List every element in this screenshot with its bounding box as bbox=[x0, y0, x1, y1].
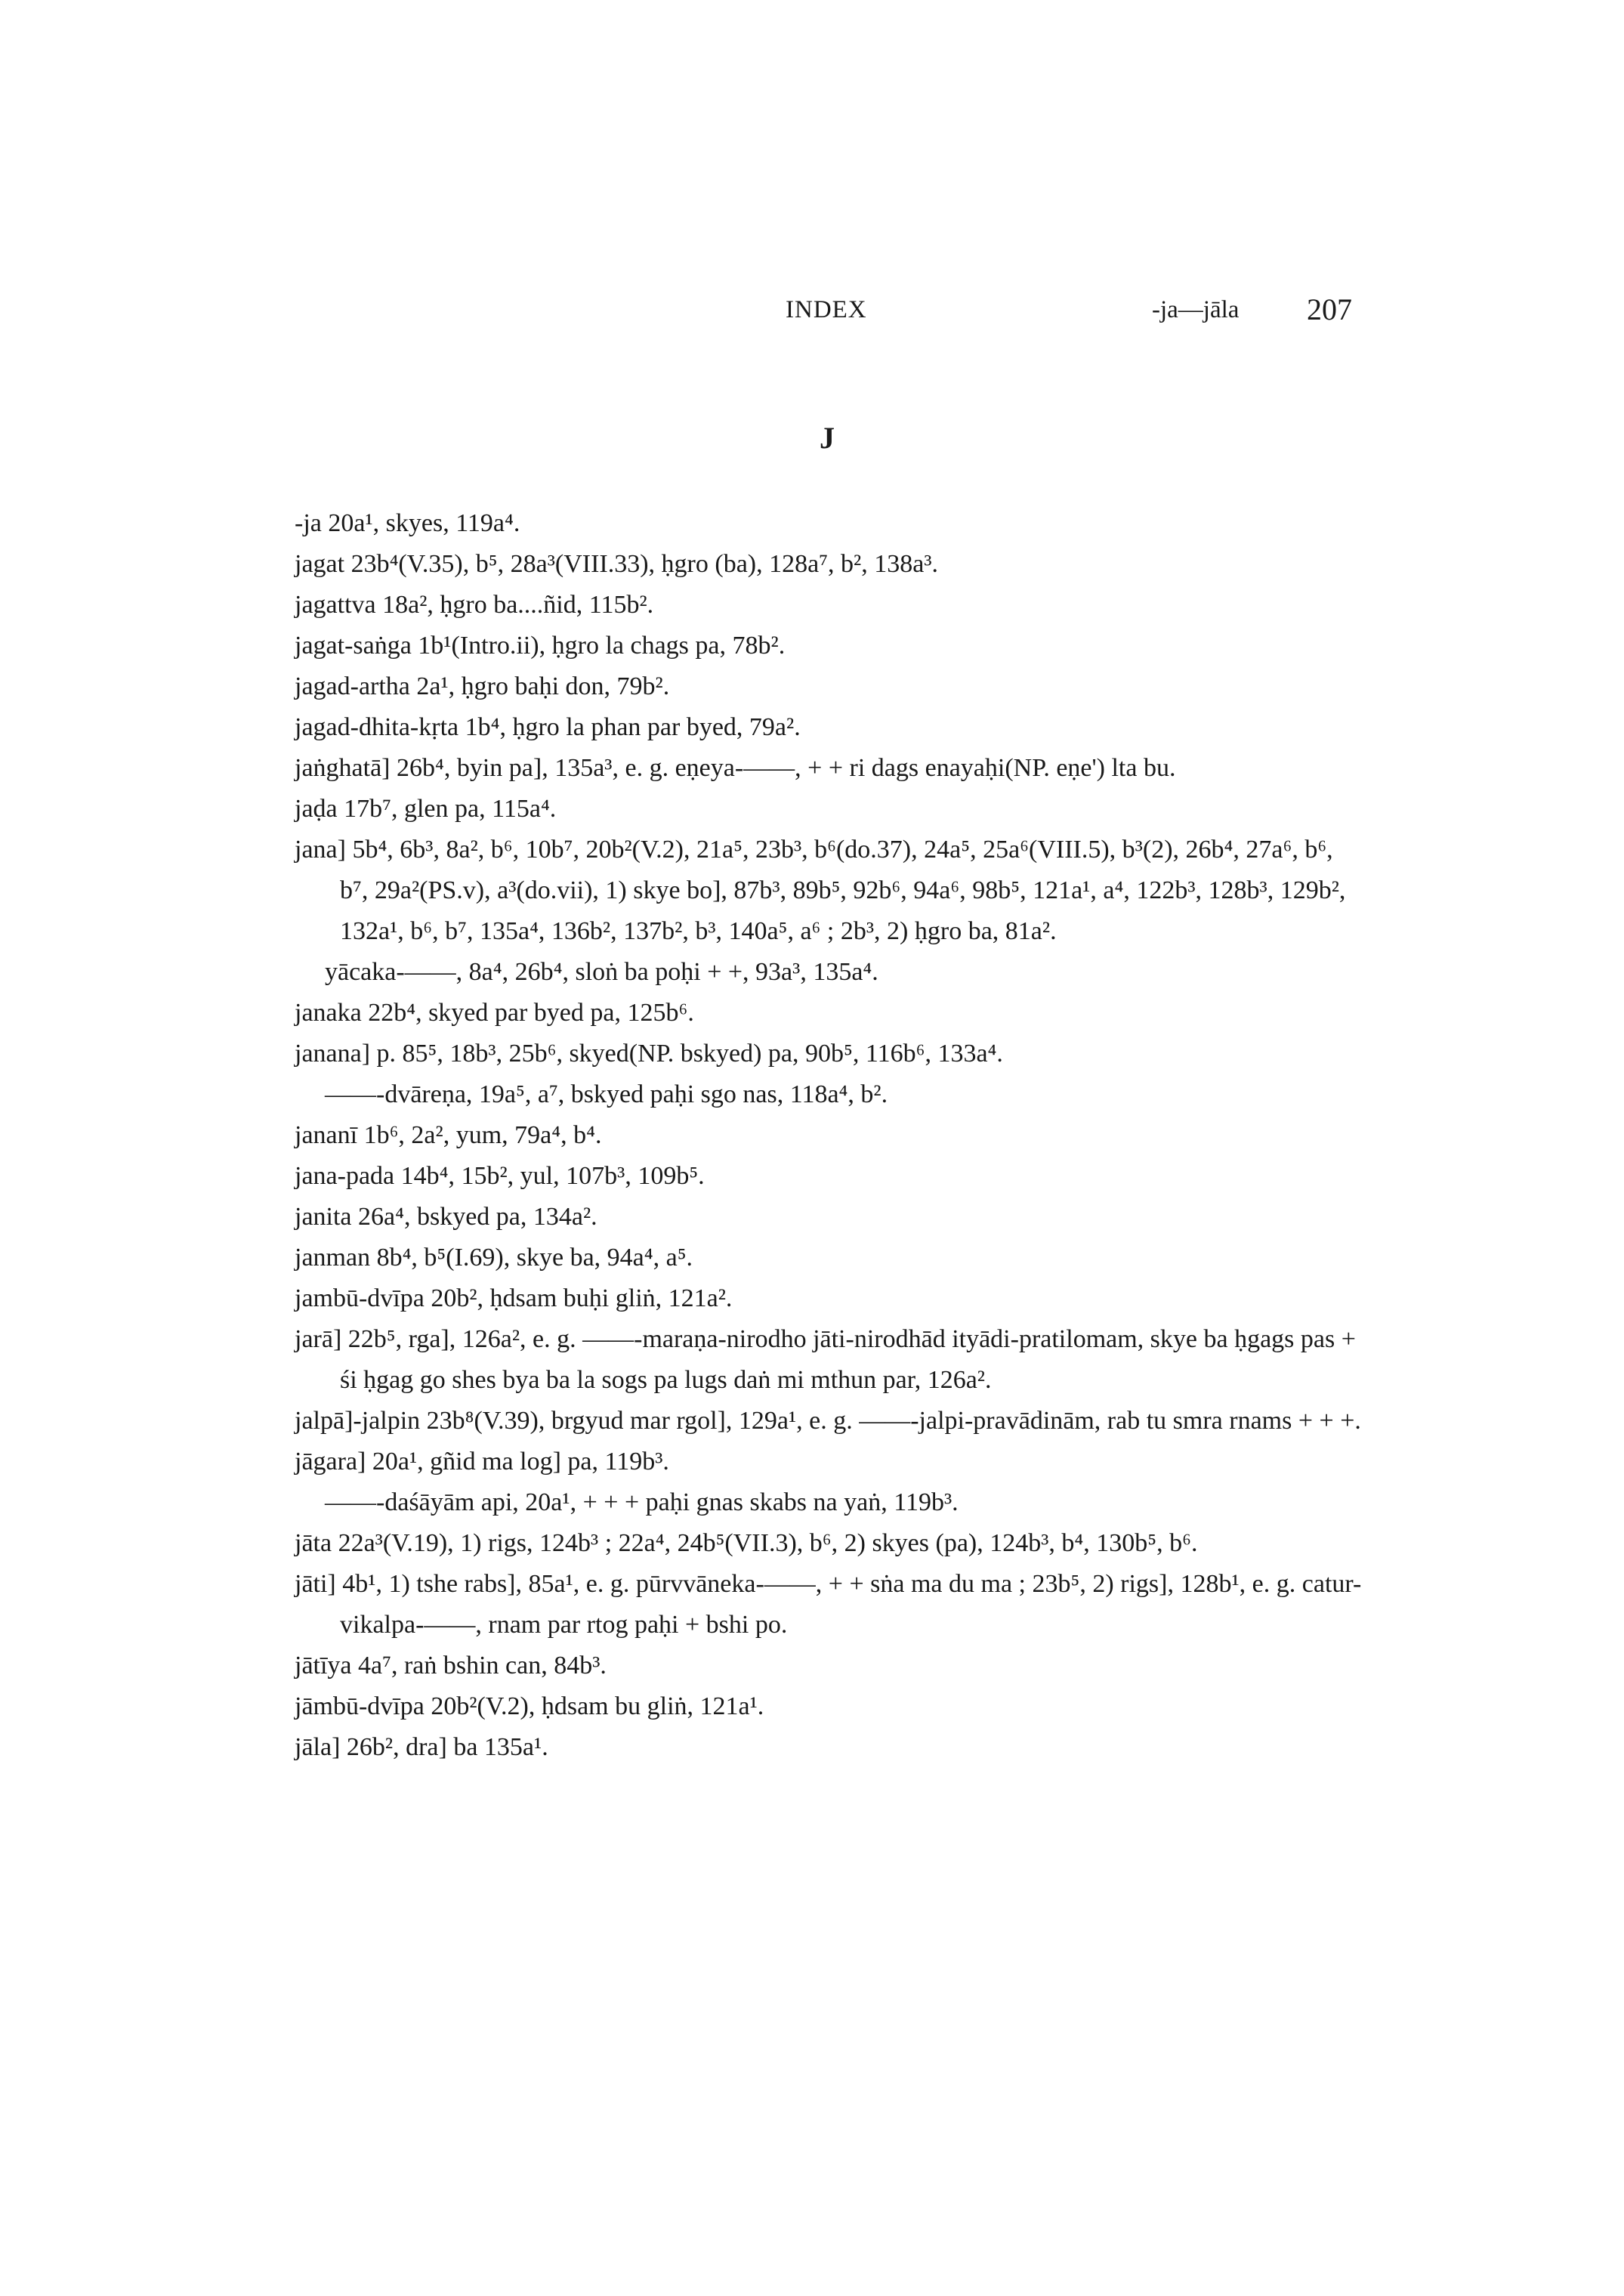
index-entry-jambu-dvipa-2: jāmbū-dvīpa 20b²(V.2), ḥdsam bu gliṅ, 121a¹. bbox=[295, 1692, 764, 1720]
header-title: INDEX bbox=[786, 296, 867, 323]
index-entry-janman: janman 8b⁴, b⁵(I.69), skye ba, 94a⁴, a⁵. bbox=[295, 1244, 693, 1272]
page-number: 207 bbox=[1307, 292, 1352, 326]
index-entry-jala: jāla] 26b², dra] ba 135a¹. bbox=[295, 1733, 548, 1761]
index-entry-jagattva: jagattva 18a², ḥgro ba....ñid, 115b². bbox=[295, 591, 654, 619]
index-entry-jagara: jāgara] 20a¹, gñid ma log] pa, 119b³. bbox=[295, 1448, 669, 1476]
index-entry-jambu-dvipa: jambū-dvīpa 20b², ḥdsam buḥi gliṅ, 121a². bbox=[295, 1284, 733, 1312]
index-entry-jana: jana] 5b⁴, 6b³, 8a², b⁶, 10b⁷, 20b²(V.2), 21a⁵, 23b³, b⁶(do.37), 24a⁵, 25a⁶(VIII.5), b³(2), 26b⁴, 27a⁶, b⁶, b⁷, 29a²(PS.v), a³(do.vii), 1) skye bo], 87b³, 89b⁵, 92b⁶, 94a⁶, 98b⁵, 121a¹, a⁴, 122b³, 128b³, 129b², 132a¹, b⁶, b⁷, 135a⁴, 136b², 137b², b³, 140a⁵, a⁶ ; 2b³, 2) ḥgro ba, 81a². bbox=[295, 836, 1346, 945]
running-header bbox=[0, 292, 1624, 334]
index-entry-janaka: janaka 22b⁴, skyed par byed pa, 125b⁶. bbox=[295, 999, 694, 1027]
index-entry-jalpa-jalpin: jalpā]-jalpin 23b⁸(V.39), brgyud mar rgol], 129a¹, e. g. ——-jalpi-pravādinām, rab tu smra rnams + + +. bbox=[295, 1407, 1361, 1435]
index-entry-janana: janana] p. 85⁵, 18b³, 25b⁶, skyed(NP. bskyed) pa, 90b⁵, 116b⁶, 133a⁴. bbox=[295, 1040, 1003, 1068]
index-entry-ja: -ja 20a¹, skyes, 119a⁴. bbox=[295, 509, 520, 537]
index-entries bbox=[295, 503, 1367, 1768]
header-range: -ja—jāla bbox=[1152, 296, 1240, 323]
index-entry-jagat: jagat 23b⁴(V.35), b⁵, 28a³(VIII.33), ḥgro (ba), 128a⁷, b², 138a³. bbox=[295, 550, 939, 578]
index-entry-jada: jaḍa 17b⁷, glen pa, 115a⁴. bbox=[295, 795, 557, 823]
index-entry-janani: jananī 1b⁶, 2a², yum, 79a⁴, b⁴. bbox=[295, 1121, 602, 1149]
index-entry-jagad-dhita-krta: jagad-dhita-kṛta 1b⁴, ḥgro la phan par byed, 79a². bbox=[295, 713, 801, 741]
index-entry-jata: jāta 22a³(V.19), 1) rigs, 124b³ ; 22a⁴, 24b⁵(VII.3), b⁶, 2) skyes (pa), 124b³, b⁴, 130b⁵, b⁶. bbox=[295, 1529, 1198, 1557]
index-entry-janghata: jaṅghatā] 26b⁴, byin pa], 135a³, e. g. eṇeya-——, + + ri dags enayaḥi(NP. eṇe') lta bu. bbox=[295, 754, 1176, 782]
index-entry-jagat-sanga: jagat-saṅga 1b¹(Intro.ii), ḥgro la chags pa, 78b². bbox=[295, 632, 786, 660]
index-subentry-dvarena: ——-dvāreṇa, 19a⁵, a⁷, bskyed paḥi sgo nas, 118a⁴, b². bbox=[325, 1080, 888, 1108]
index-subentry-dasayam: ——-daśāyām api, 20a¹, + + + paḥi gnas skabs na yaṅ, 119b³. bbox=[325, 1488, 959, 1516]
index-subentry-yacaka: yācaka-——, 8a⁴, 26b⁴, sloṅ ba poḥi + +, 93a³, 135a⁴. bbox=[325, 958, 878, 986]
index-entry-jagad-artha: jagad-artha 2a¹, ḥgro baḥi don, 79b². bbox=[295, 672, 670, 700]
index-entry-jati: jāti] 4b¹, 1) tshe rabs], 85a¹, e. g. pūrvvāneka-——, + + sṅa ma du ma ; 23b⁵, 2) rigs], 128b¹, e. g. catur-vikalpa-——, rnam par rtog paḥi + bshi po. bbox=[295, 1570, 1362, 1639]
index-entry-jana-pada: jana-pada 14b⁴, 15b², yul, 107b³, 109b⁵. bbox=[295, 1162, 705, 1190]
index-entry-jara: jarā] 22b⁵, rga], 126a², e. g. ——-maraṇa-nirodho jāti-nirodhād ityādi-pratilomam, skye ba ḥgags pas + śi ḥgag go shes bya ba la sogs pa lugs daṅ mi mthun par, 126a². bbox=[295, 1325, 1356, 1394]
section-letter: J bbox=[820, 421, 835, 455]
index-entry-jatiya: jātīya 4a⁷, raṅ bshin can, 84b³. bbox=[295, 1652, 607, 1680]
index-entry-janita: janita 26a⁴, bskyed pa, 134a². bbox=[295, 1203, 597, 1231]
